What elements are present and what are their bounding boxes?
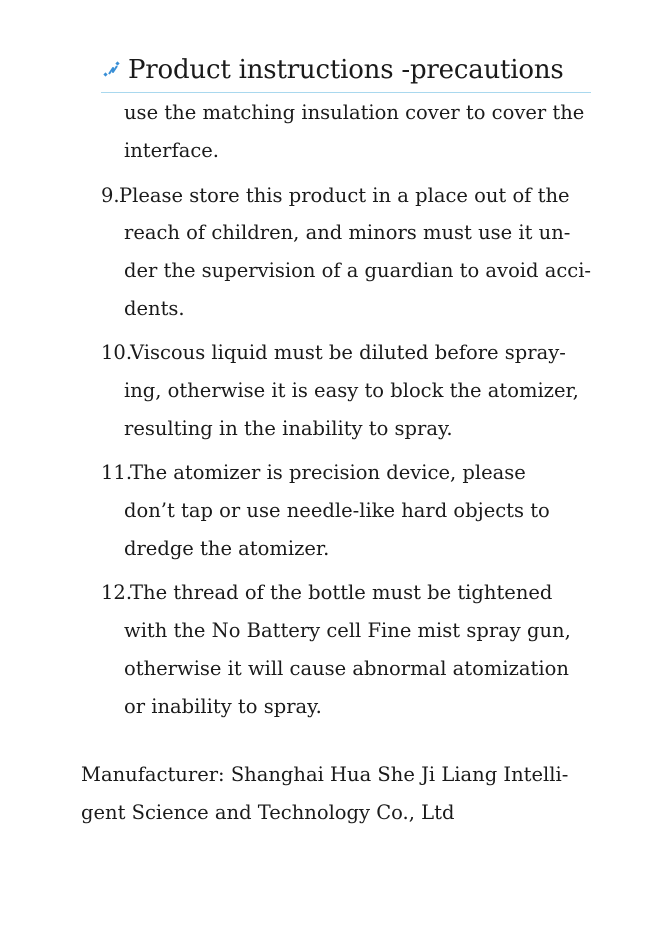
item-number: 10. [101, 341, 133, 364]
item-line: The atomizer is precision device, please [130, 461, 526, 484]
manufacturer-line: gent Science and Technology Co., Ltd [81, 801, 455, 824]
item-line: dents. [124, 297, 185, 320]
item-number: 12. [101, 581, 133, 604]
section-header [101, 52, 591, 93]
item-line: Please store this product in a place out of the [119, 184, 570, 207]
item-number: 9. [101, 184, 120, 207]
item-line: Viscous liquid must be diluted before spray- [130, 341, 566, 364]
item-number: 11. [101, 461, 133, 484]
item-line: dredge the atomizer. [124, 537, 330, 560]
item-line: or inability to spray. [124, 695, 322, 718]
item-line: don’t tap or use needle-like hard objects to [124, 499, 550, 522]
blue-spark-icon [103, 60, 121, 80]
item-line: with the No Battery cell Fine mist spray gun, [124, 619, 571, 642]
manufacturer-line: Manufacturer: Shanghai Hua She Ji Liang Intelli- [81, 763, 569, 786]
continuation-line: interface. [124, 139, 219, 162]
item-line: The thread of the bottle must be tightened [130, 581, 553, 604]
page-title: Product instructions -precautions [128, 55, 564, 85]
item-line: der the supervision of a guardian to avoid acci- [124, 259, 592, 282]
item-line: reach of children, and minors must use it un- [124, 221, 571, 244]
item-line: resulting in the inability to spray. [124, 417, 453, 440]
item-line: otherwise it will cause abnormal atomization [124, 657, 569, 680]
item-line: ing, otherwise it is easy to block the atomizer, [124, 379, 579, 402]
continuation-line: use the matching insulation cover to cover the [124, 101, 585, 124]
